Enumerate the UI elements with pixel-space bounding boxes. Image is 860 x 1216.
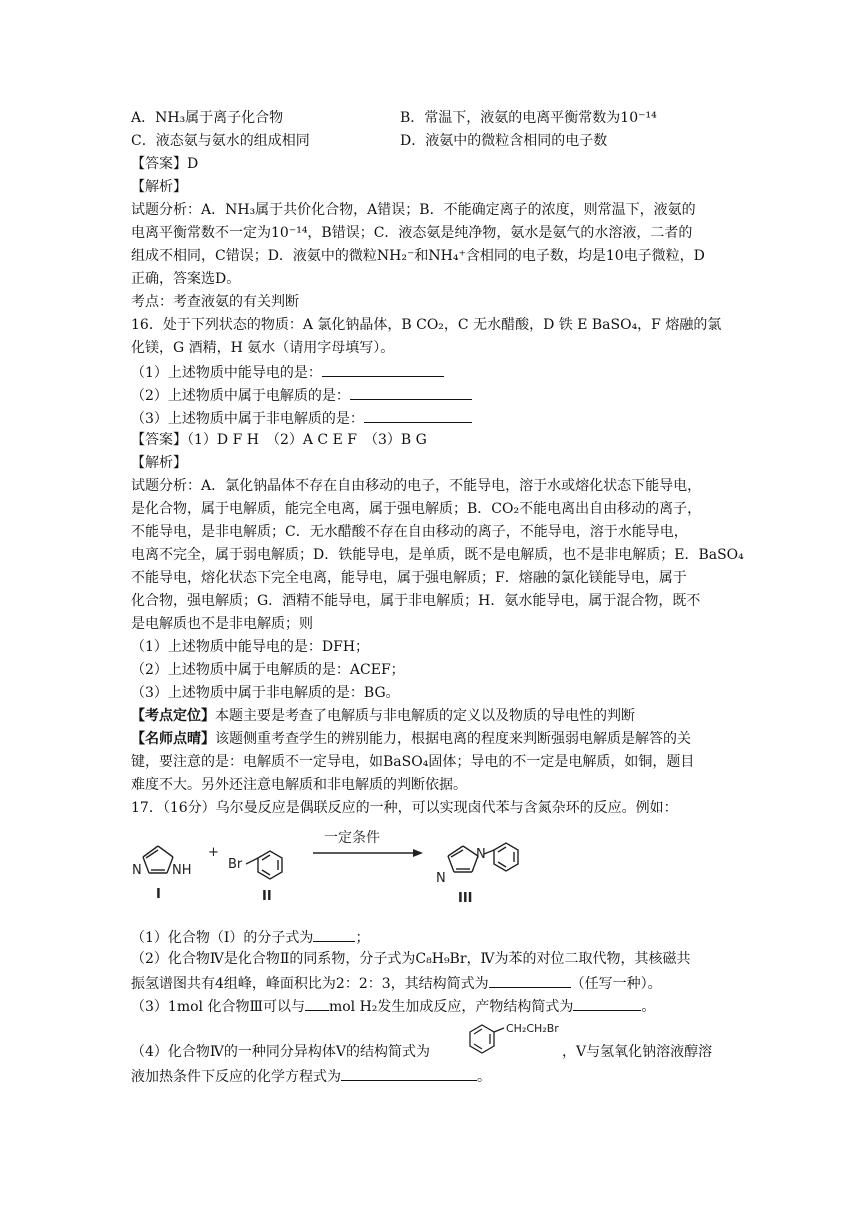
plus-sign: +: [208, 845, 219, 860]
q16-analysis-line: 是电解质也不是非电解质；则: [131, 616, 313, 632]
q15-point: 考点：考查液氨的有关判断: [131, 294, 299, 310]
q16-result-line: （1）上述物质中能导电的是：DFH；: [131, 639, 370, 655]
q17-part4-text2: 液加热条件下反应的化学方程式为: [131, 1069, 341, 1085]
q17-part4-end: 。: [477, 1069, 491, 1085]
arrow-head: [413, 849, 423, 857]
answer-blank: [305, 995, 329, 1011]
answer-blank: [350, 384, 472, 400]
q17-part2-end: （任写一种）。: [570, 976, 662, 992]
compound-iii-label: III: [458, 891, 473, 906]
q17-part4-line2: [131, 1065, 491, 1087]
q17-part1: [131, 926, 369, 948]
answer-blank: [364, 407, 472, 423]
answer-blank: [341, 1065, 477, 1081]
kaodian-tag: 【考点定位】: [131, 708, 215, 724]
q17-part3-end: 。: [641, 999, 656, 1015]
q16-mingshi-line: 键，要注意的是：电解质不一定导电，如BaSO₄固体；导电的不一定是电解质，如铜，题目: [131, 754, 695, 770]
bromobenzene-structure: [246, 851, 282, 879]
q16-stem-line: 化镁，G 酒精，H 氨水（请用字母填写）。: [131, 340, 395, 356]
q15-analysis-heading: 【解析】: [131, 179, 187, 195]
q17-part3: [131, 995, 655, 1017]
nh-group-label: NH: [172, 863, 192, 878]
mingshi-text: 该题侧重考查学生的辨别能力，根据电离的程度来判断强弱电解质是解答的关: [215, 731, 691, 747]
nitrogen-atom-label: N: [132, 863, 142, 878]
q15-option-d: D．液氨中的微粒含相同的电子数: [400, 133, 608, 149]
q16-blank-item: [131, 384, 472, 406]
q16-analysis-line: 试题分析：A．氯化钠晶体不存在自由移动的电子，不能导电，溶于水或熔化状态下能导电，: [131, 478, 702, 494]
q16-analysis-line: 不能导电，是非电解质；C．无水醋酸不存在自由移动的离子，不能导电，溶于水能导电，: [131, 524, 688, 540]
q15-option-c: C．液态氨与氨水的组成相同: [131, 133, 310, 149]
q17-stem: 17．（16分）乌尔曼反应是偶联反应的一种，可以实现卤代苯与含氮杂环的反应。例如：: [131, 800, 678, 816]
q15-analysis-line: 电离平衡常数不一定为10⁻¹⁴，B错误；C．液态氨是纯净物，氨水是氨气的水溶液，二者的: [131, 225, 693, 241]
q17-part4-tail: ，Ⅴ与氢氧化钠溶液醇溶: [562, 1044, 713, 1060]
imidazole-structure: [143, 846, 173, 873]
q16-analysis-line: 电离不完全，属于弱电解质；D．铁能导电，是单质，既不是电解质，也不是非电解质；E．BaSO₄: [131, 547, 744, 563]
q16-blank-label: （2）上述物质中属于电解质的是：: [131, 388, 350, 404]
bromine-label: Br: [228, 857, 243, 872]
ch2ch2br-label: CH₂CH₂Br: [506, 1022, 559, 1035]
q15-option-a: A．NH₃属于离子化合物: [131, 110, 284, 126]
q17-part3-mid: mol H₂发生加成反应，产物结构简式为: [328, 999, 574, 1015]
q16-analysis-line: 化合物，强电解质；G．酒精不能导电，属于非电解质；H．氨水能导电，属于混合物，既不: [131, 593, 701, 609]
q15-analysis-line: 正确，答案选D。: [131, 271, 241, 287]
q16-blank-label: （3）上述物质中属于非电解质的是：: [131, 411, 364, 427]
q17-part4-text: （4）化合物Ⅳ的一种同分异构体Ⅴ的结构简式为: [131, 1044, 431, 1060]
q17-part2-line2: [131, 972, 662, 994]
q16-kaodian: [131, 706, 635, 726]
q15-option-b: B．常温下，液氨的电离平衡常数为10⁻¹⁴: [400, 110, 657, 126]
q16-answer: 【答案】（1）D F H （2）A C E F （3）B G: [131, 432, 427, 448]
answer-blank: [313, 926, 355, 942]
q16-analysis-line: 不能导电，熔化状态下完全电离，能导电，属于强电解质；F．熔融的氯化镁能导电，属于: [131, 570, 687, 586]
answer-blank: [322, 361, 444, 377]
q16-result-line: （3）上述物质中属于非电解质的是：BG。: [131, 685, 400, 701]
q16-blank-item: [131, 407, 472, 429]
compound-ii-label: II: [262, 889, 272, 904]
q16-blank-label: （1）上述物质中能导电的是：: [131, 365, 322, 381]
q17-part3-text: （3）1mol 化合物Ⅲ可以与: [131, 999, 305, 1015]
answer-blank: [489, 972, 571, 988]
q17-part2-text: 振氢谱图共有4组峰，峰面积比为2：2：3，其结构简式为: [131, 976, 489, 992]
nitrogen-atom-label: N: [476, 847, 486, 862]
nitrogen-atom-label: N: [436, 871, 446, 886]
q15-answer: 【答案】D: [131, 156, 199, 172]
q16-analysis-heading: 【解析】: [131, 455, 187, 471]
q17-part1-text: （1）化合物（Ⅰ）的分子式为: [131, 930, 314, 946]
q16-blank-item: [131, 361, 444, 383]
reaction-scheme: [128, 820, 588, 920]
q15-analysis-line: 试题分析：A．NH₃属于共价化合物，A错误；B．不能确定离子的浓度，则常温下，液氨的: [131, 202, 696, 218]
compound-i-label: I: [156, 887, 161, 902]
q16-mingshi: [131, 729, 691, 749]
q16-stem-line: 16．处于下列状态的物质：A 氯化钠晶体，B CO₂，C 无水醋酸，D 铁 E BaSO₄，F 熔融的氯: [131, 317, 722, 333]
q17-part1-end: ；: [355, 930, 370, 946]
q17-part2-line1: （2）化合物Ⅳ是化合物Ⅱ的同系物，分子式为C₈H₉Br，Ⅳ为苯的对位二取代物，其核磁共: [131, 951, 691, 967]
q17-part4-line1: [131, 1042, 712, 1062]
reaction-condition: 一定条件: [324, 830, 380, 846]
q15-analysis-line: 组成不相同，C错误；D．液氨中的微粒NH₂⁻和NH₄⁺含相同的电子数，均是10电子微粒，D: [131, 248, 705, 264]
answer-blank: [573, 995, 641, 1011]
q16-mingshi-line: 难度不大。另外还注意电解质和非电解质的判断依据。: [131, 777, 467, 793]
kaodian-text: 本题主要是考查了电解质与非电解质的定义以及物质的导电性的判断: [215, 708, 635, 724]
q16-analysis-line: 是化合物，属于电解质，能完全电离，属于强电解质；B．CO₂不能电离出自由移动的离子，: [131, 501, 702, 517]
mingshi-tag: 【名师点晴】: [131, 731, 215, 747]
q16-result-line: （2）上述物质中属于电解质的是：ACEF；: [131, 662, 405, 678]
